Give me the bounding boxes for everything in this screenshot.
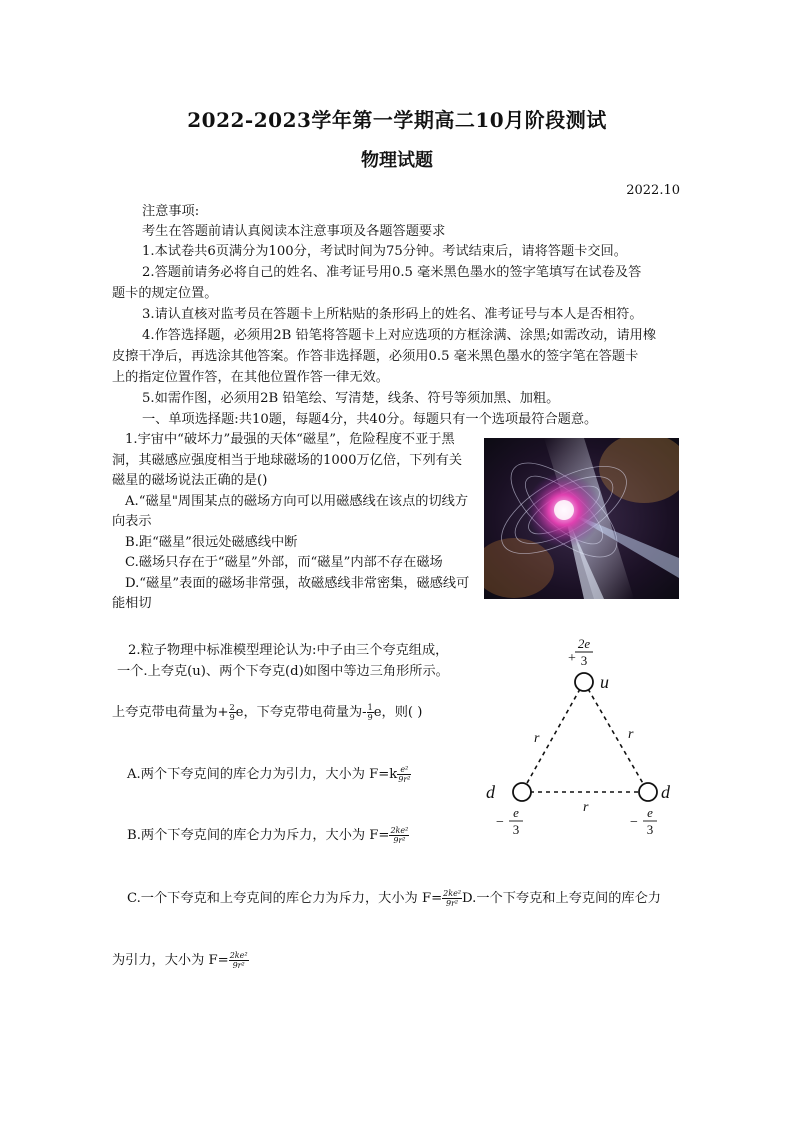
numerator: 2ke² bbox=[229, 951, 248, 960]
q2-option-d-cont bbox=[112, 951, 249, 971]
q2-option-cd bbox=[127, 889, 661, 909]
q2-option-b-text: B.两个下夸克间的库仑力为斥力，大小为 F= bbox=[127, 828, 390, 843]
notice-item: 1.本试卷共6页满分为100分，考试时间为75分钟。考试结束后，请将答题卡交回。 bbox=[142, 244, 627, 259]
notice-item: 考生在答题前请认真阅读本注意事项及各题答题要求 bbox=[142, 224, 446, 239]
triangle-side-left bbox=[522, 682, 584, 792]
q2-line-2: 一个.上夸克(u)、两个下夸克(d)如图中等边三角形所示。 bbox=[117, 664, 449, 679]
numerator: 2ke² bbox=[390, 826, 409, 835]
q2-option-a bbox=[127, 765, 411, 785]
denominator: 9r² bbox=[398, 775, 411, 784]
q1-stem: 1.宇宙中“破坏力”最强的天体“磁星”，危险程度不亚于黑洞，其磁感应强度相当于地球磁场的1000万亿倍，下列有关磁星的磁场说法正确的是() bbox=[112, 432, 463, 488]
notice-heading: 注意事项: bbox=[142, 204, 200, 219]
denominator: 9 bbox=[229, 713, 235, 722]
numerator: e² bbox=[397, 765, 411, 775]
exam-subtitle: 物理试题 bbox=[361, 150, 433, 171]
section-heading: 一、单项选择题:共10题，每题4分，共40分。每题只有一个选项最符合题意。 bbox=[142, 412, 598, 427]
q2-charge-text: e，下夸克带电荷量为- bbox=[235, 705, 367, 720]
notice-item: 题卡的规定位置。 bbox=[112, 286, 218, 301]
q2-charge-line bbox=[112, 703, 422, 723]
fraction bbox=[367, 703, 374, 722]
q2-charge-text: e，则( ) bbox=[373, 705, 423, 720]
q1-option-c: C.磁场只存在于“磁星”外部，而“磁星”内部不存在磁场 bbox=[125, 555, 443, 570]
left-charge-den: 3 bbox=[512, 822, 520, 837]
q1-option-b: B.距“磁星”很远处磁感线中断 bbox=[125, 534, 298, 550]
down-quark-node-right bbox=[639, 783, 657, 801]
exam-title: 2022-2023学年第一学期高二10月阶段测试 bbox=[187, 108, 607, 132]
top-charge-sign: + bbox=[568, 651, 576, 666]
notice-item: 皮擦干净后，再选涂其他答案。作答非选择题，必须用0.5 毫米黑色墨水的签字笔在答题卡 bbox=[112, 349, 639, 364]
q2-option-d-text: 为引力，大小为 F= bbox=[112, 953, 229, 968]
numerator: 2 bbox=[229, 703, 235, 712]
notice-item: 4.作答选择题，必须用2B 铅笔将答题卡上对应选项的方框涂满、涂黑;如需改动，请用橡 bbox=[142, 328, 657, 343]
magnetar-image bbox=[484, 438, 679, 599]
fraction bbox=[442, 889, 462, 908]
fraction bbox=[229, 951, 249, 970]
q2-option-a-text: A.两个下夸克间的库仑力为引力，大小为 F=k bbox=[127, 767, 398, 782]
denominator: 9 bbox=[367, 713, 373, 722]
q2-charge-text: 上夸克带电荷量为+ bbox=[112, 705, 229, 720]
notice-item: 3.请认直核对监考员在答题卡上所粘贴的条形码上的姓名、准考证号与本人是否相符。 bbox=[142, 307, 643, 322]
r-label-right: r bbox=[628, 727, 634, 742]
question-1 bbox=[112, 430, 472, 615]
r-label-bottom: r bbox=[583, 800, 589, 815]
up-quark-node bbox=[575, 673, 593, 691]
denominator: 9r² bbox=[393, 836, 406, 845]
fraction bbox=[389, 826, 409, 845]
notice-item: 5.如需作图，必须用2B 铅笔绘、写清楚，线条、符号等须加黑、加粗。 bbox=[142, 391, 560, 406]
u-label: u bbox=[600, 672, 609, 692]
q1-option-d: D.“磁星”表面的磁场非常强，故磁感线非常密集，磁感线可能相切 bbox=[112, 575, 470, 611]
q2-option-c-text: C.一个下夸克和上夸克间的库仑力为斥力，大小为 F= bbox=[127, 891, 443, 906]
q2-option-d-text: D.一个下夸克和上夸克间的库仑力 bbox=[462, 891, 661, 906]
right-charge-sign: − bbox=[630, 815, 638, 830]
exam-date: 2022.10 bbox=[626, 183, 680, 198]
numerator: 2ke² bbox=[443, 889, 462, 898]
left-charge-num: e bbox=[513, 805, 519, 820]
r-label-left: r bbox=[534, 731, 540, 746]
right-charge-num: e bbox=[647, 805, 653, 820]
q2-option-b bbox=[127, 826, 409, 846]
top-charge-num: 2e bbox=[577, 636, 591, 651]
fraction bbox=[229, 703, 236, 722]
right-charge-den: 3 bbox=[646, 822, 654, 837]
down-quark-node-left bbox=[513, 783, 531, 801]
notice-item: 上的指定位置作答，在其他位置作答一律无效。 bbox=[112, 370, 389, 385]
triangle-side-right bbox=[584, 682, 648, 792]
fraction bbox=[397, 765, 411, 784]
denominator: 9r² bbox=[232, 961, 245, 970]
d-label-left: d bbox=[486, 782, 495, 802]
q2-line-1: 2.粒子物理中标准模型理论认为:中子由三个夸克组成， bbox=[128, 643, 449, 658]
d-label-right: d bbox=[661, 782, 670, 802]
numerator: 1 bbox=[367, 703, 373, 712]
q1-option-a: A.“磁星"周围某点的磁场方向可以用磁感线在该点的切线方向表示 bbox=[112, 493, 469, 529]
top-charge-den: 3 bbox=[580, 653, 588, 668]
denominator: 9r² bbox=[446, 899, 459, 908]
left-charge-sign: − bbox=[496, 815, 504, 830]
quark-triangle-diagram bbox=[472, 620, 692, 840]
notice-item: 2.答题前请务必将自己的姓名、准考证号用0.5 毫米黑色墨水的签字笔填写在试卷及答 bbox=[142, 265, 642, 280]
